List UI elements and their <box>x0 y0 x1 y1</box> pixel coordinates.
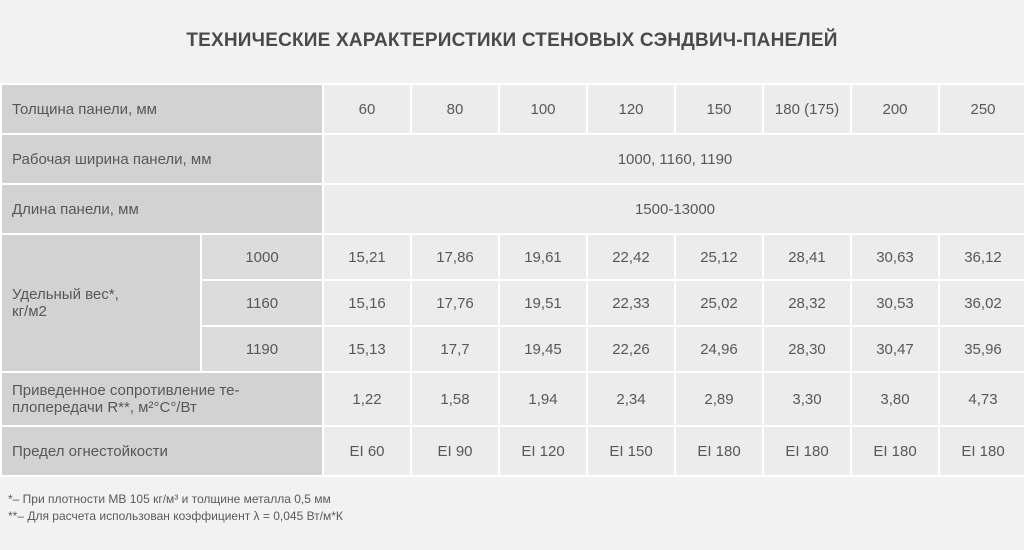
footnote-density: *– При плотности МВ 105 кг/м³ и толщине металла 0,5 мм <box>8 492 331 506</box>
footnote-coefficient: **– Для расчета использован коэффициент λ = 0,045 Вт/м*К <box>8 509 343 523</box>
row-label-fire-resistance: Предел огнестойкости <box>1 426 323 476</box>
fire-resistance-value: EI 150 <box>587 426 675 476</box>
specific-weight-label-line1: Удельный вес*, <box>12 286 119 303</box>
weight-value: 28,32 <box>763 280 851 326</box>
weight-subrow-label: 1000 <box>201 234 323 280</box>
thickness-value: 200 <box>851 84 939 134</box>
thermal-resistance-value: 1,22 <box>323 372 411 426</box>
thickness-value: 80 <box>411 84 499 134</box>
weight-value: 22,33 <box>587 280 675 326</box>
table-row-thermal-resistance <box>1 372 1024 426</box>
fire-resistance-value: EI 60 <box>323 426 411 476</box>
weight-value: 17,7 <box>411 326 499 372</box>
fire-resistance-value: EI 180 <box>763 426 851 476</box>
thermal-resistance-value: 2,34 <box>587 372 675 426</box>
thermal-resistance-value: 3,80 <box>851 372 939 426</box>
table-row-length <box>1 184 1024 234</box>
weight-value: 17,86 <box>411 234 499 280</box>
page-title: ТЕХНИЧЕСКИЕ ХАРАКТЕРИСТИКИ СТЕНОВЫХ СЭНДВИЧ-ПАНЕЛЕЙ <box>186 30 838 51</box>
weight-value: 15,13 <box>323 326 411 372</box>
row-label-thermal-resistance <box>1 372 323 426</box>
footnotes <box>0 491 1024 525</box>
specific-weight-label-line2: кг/м2 <box>12 303 47 320</box>
table-row-thickness <box>1 84 1024 134</box>
thermal-resistance-value: 2,89 <box>675 372 763 426</box>
table-row-fire-resistance <box>1 426 1024 476</box>
weight-value: 28,41 <box>763 234 851 280</box>
thickness-value: 100 <box>499 84 587 134</box>
table-row-weight-1000 <box>1 234 1024 280</box>
weight-value: 19,45 <box>499 326 587 372</box>
weight-value: 28,30 <box>763 326 851 372</box>
fire-resistance-value: EI 120 <box>499 426 587 476</box>
thickness-value: 120 <box>587 84 675 134</box>
weight-value: 30,63 <box>851 234 939 280</box>
weight-value: 25,02 <box>675 280 763 326</box>
fire-resistance-value: EI 180 <box>851 426 939 476</box>
weight-subrow-label: 1190 <box>201 326 323 372</box>
weight-value: 25,12 <box>675 234 763 280</box>
thermal-resistance-label-line1: Приведенное сопротивление те- <box>12 382 240 399</box>
thermal-resistance-value: 1,58 <box>411 372 499 426</box>
weight-value: 30,47 <box>851 326 939 372</box>
fire-resistance-value: EI 180 <box>939 426 1024 476</box>
weight-value: 30,53 <box>851 280 939 326</box>
thermal-resistance-value: 3,30 <box>763 372 851 426</box>
thickness-value: 150 <box>675 84 763 134</box>
fire-resistance-value: EI 180 <box>675 426 763 476</box>
weight-value: 22,26 <box>587 326 675 372</box>
row-label-specific-weight <box>1 234 201 372</box>
weight-value: 35,96 <box>939 326 1024 372</box>
row-label-thickness: Толщина панели, мм <box>1 84 323 134</box>
length-value: 1500-13000 <box>323 184 1024 234</box>
weight-value: 22,42 <box>587 234 675 280</box>
thickness-value: 180 (175) <box>763 84 851 134</box>
table-row-working-width <box>1 134 1024 184</box>
weight-value: 15,21 <box>323 234 411 280</box>
thermal-resistance-value: 1,94 <box>499 372 587 426</box>
row-label-length: Длина панели, мм <box>1 184 323 234</box>
weight-value: 36,12 <box>939 234 1024 280</box>
weight-value: 24,96 <box>675 326 763 372</box>
weight-subrow-label: 1160 <box>201 280 323 326</box>
weight-value: 17,76 <box>411 280 499 326</box>
weight-value: 19,51 <box>499 280 587 326</box>
thickness-value: 60 <box>323 84 411 134</box>
thickness-value: 250 <box>939 84 1024 134</box>
working-width-value: 1000, 1160, 1190 <box>323 134 1024 184</box>
row-label-working-width: Рабочая ширина панели, мм <box>1 134 323 184</box>
fire-resistance-value: EI 90 <box>411 426 499 476</box>
weight-value: 36,02 <box>939 280 1024 326</box>
weight-value: 15,16 <box>323 280 411 326</box>
thermal-resistance-label-line2: плопередачи R**, м²°C°/Вт <box>12 399 197 416</box>
technical-specs-table <box>0 83 1024 477</box>
thermal-resistance-value: 4,73 <box>939 372 1024 426</box>
weight-value: 19,61 <box>499 234 587 280</box>
